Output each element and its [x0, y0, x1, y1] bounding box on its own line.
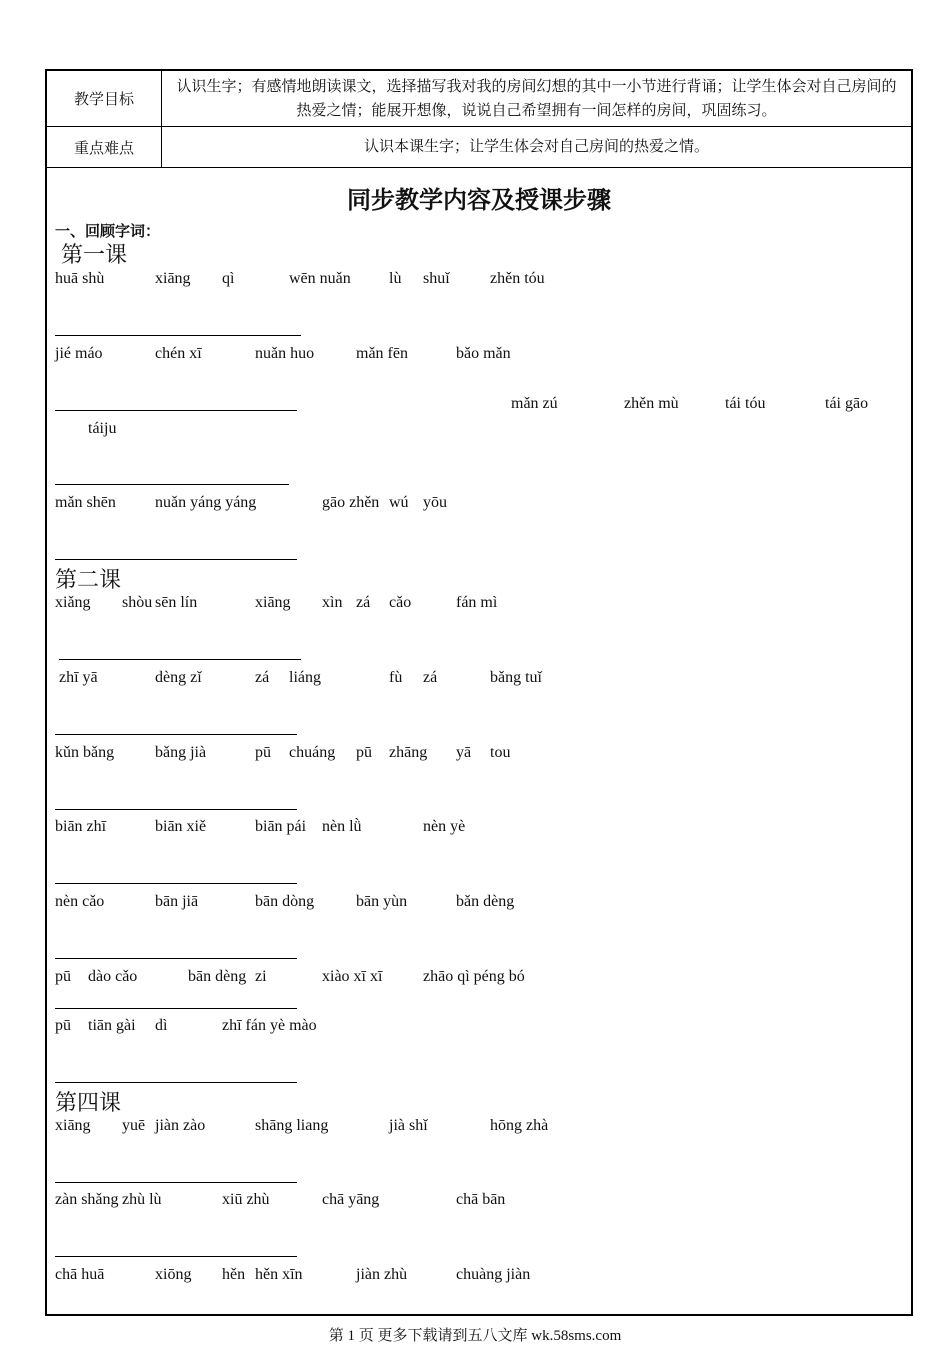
- pinyin-word: nuǎn yáng yáng: [155, 494, 257, 511]
- pinyin-word: lù: [389, 270, 402, 287]
- pinyin-word: bān yùn: [356, 893, 408, 910]
- answer-line: [55, 734, 297, 735]
- pinyin-word: bān jiā: [155, 893, 199, 910]
- pinyin-word: yōu: [423, 494, 447, 511]
- pinyin-word: fù: [389, 669, 403, 686]
- lesson-heading: 第一课: [61, 242, 128, 267]
- pinyin-word: pū: [55, 1017, 71, 1034]
- pinyin-word: bān dòng: [255, 893, 315, 910]
- key-row: [47, 127, 911, 168]
- pinyin-word: nèn cǎo: [55, 893, 105, 910]
- pinyin-word: bǎn dèng: [456, 893, 515, 910]
- pinyin-word: sēn lín: [155, 594, 198, 611]
- pinyin-word: xiāng: [155, 270, 191, 287]
- pinyin-word: qì: [222, 270, 235, 287]
- pinyin-word: jiàn zhù: [356, 1266, 408, 1283]
- pinyin-word: hōng zhà: [490, 1117, 549, 1134]
- answer-line: [55, 958, 297, 959]
- pinyin-word: pū: [356, 744, 372, 761]
- pinyin-word: xiào xī xī: [322, 968, 383, 985]
- pinyin-word: zhù lù: [122, 1191, 162, 1208]
- pinyin-word: nèn lǜ: [322, 818, 362, 835]
- pinyin-word: xiǎng: [55, 594, 91, 611]
- pinyin-word: chā yāng: [322, 1191, 380, 1208]
- pinyin-word: chén xī: [155, 345, 202, 362]
- pinyin-word: zhī yā: [59, 669, 98, 686]
- pinyin-word: dì: [155, 1017, 168, 1034]
- pinyin-word: zi: [255, 968, 267, 985]
- pinyin-word: chuáng: [289, 744, 336, 761]
- pinyin-word: táiju: [88, 420, 117, 437]
- goal-text: 认识生字；有感情地朗读课文，选择描写我对我的房间幻想的其中一小节进行背诵；让学生体会对自己房间的热爱之情；能展开想像，说说自己希望拥有一间怎样的房间，巩固练习。: [176, 79, 897, 119]
- pinyin-word: shòu: [122, 594, 153, 611]
- pinyin-word: hěn xīn: [255, 1266, 303, 1283]
- pinyin-word: xiōng: [155, 1266, 192, 1283]
- pinyin-word: jià shǐ: [389, 1117, 428, 1134]
- pinyin-word: xiāng: [255, 594, 291, 611]
- pinyin-word: chā huā: [55, 1266, 105, 1283]
- answer-line: [55, 1182, 297, 1183]
- pinyin-word: zhāo qì péng bó: [423, 968, 525, 985]
- answer-line: [55, 410, 297, 411]
- section-heading: 一、回顾字词：: [55, 224, 161, 240]
- pinyin-word: biān pái: [255, 818, 307, 835]
- page-footer: 第 1 页 更多下载请到五八文库 wk.58sms.com: [328, 1328, 622, 1344]
- pinyin-word: zhěn tóu: [490, 270, 545, 287]
- answer-line: [55, 484, 289, 485]
- pinyin-word: cǎo: [389, 594, 412, 611]
- lesson-plan-table: [45, 69, 913, 1316]
- pinyin-word: wēn nuǎn: [289, 270, 351, 287]
- pinyin-word: zhī fán yè mào: [222, 1017, 317, 1034]
- answer-line: [55, 559, 297, 560]
- content-area: [47, 168, 911, 1314]
- answer-line: [55, 809, 297, 810]
- pinyin-word: tái tóu: [725, 395, 766, 412]
- answer-line: [55, 1256, 297, 1257]
- content-title: 同步教学内容及授课步骤: [347, 188, 611, 214]
- pinyin-word: pū: [55, 968, 71, 985]
- pinyin-word: tou: [490, 744, 511, 761]
- pinyin-word: pū: [255, 744, 271, 761]
- pinyin-word: chuàng jiàn: [456, 1266, 531, 1283]
- pinyin-word: zá: [255, 669, 270, 686]
- pinyin-word: bān dèng: [188, 968, 247, 985]
- pinyin-word: shuǐ: [423, 270, 450, 287]
- pinyin-word: liáng: [289, 669, 321, 686]
- pinyin-word: zá: [356, 594, 371, 611]
- pinyin-word: zá: [423, 669, 438, 686]
- lesson-heading: 第四课: [55, 1090, 122, 1115]
- pinyin-word: hěn: [222, 1266, 246, 1283]
- answer-line: [55, 1008, 297, 1009]
- goal-row: [47, 71, 911, 127]
- key-text: 认识本课生字；让学生体会对自己房间的热爱之情。: [363, 139, 709, 155]
- lesson-heading: 第二课: [55, 567, 122, 592]
- pinyin-word: bǎng tuǐ: [490, 669, 542, 686]
- pinyin-word: bǎng jià: [155, 744, 207, 761]
- pinyin-word: wú: [389, 494, 409, 511]
- pinyin-word: bǎo mǎn: [456, 345, 511, 362]
- pinyin-word: xìn: [322, 594, 343, 611]
- pinyin-word: zàn shǎng: [55, 1191, 119, 1208]
- pinyin-word: kǔn bǎng: [55, 744, 115, 761]
- pinyin-word: jiàn zào: [155, 1117, 206, 1134]
- pinyin-word: chā bān: [456, 1191, 506, 1208]
- pinyin-word: xiū zhù: [222, 1191, 270, 1208]
- pinyin-word: jié máo: [55, 345, 103, 362]
- answer-line: [55, 1082, 297, 1083]
- pinyin-word: biān xiě: [155, 818, 207, 835]
- pinyin-word: nuǎn huo: [255, 345, 315, 362]
- pinyin-word: zhěn mù: [624, 395, 679, 412]
- answer-line: [55, 883, 297, 884]
- pinyin-word: tiān gài: [88, 1017, 136, 1034]
- pinyin-word: biān zhī: [55, 818, 107, 835]
- answer-line: [55, 335, 301, 336]
- pinyin-word: huā shù: [55, 270, 105, 287]
- goal-label: 教学目标: [47, 71, 162, 126]
- pinyin-word: gāo zhěn: [322, 494, 380, 511]
- pinyin-word: xiāng: [55, 1117, 91, 1134]
- pinyin-word: nèn yè: [423, 818, 466, 835]
- pinyin-word: tái gāo: [825, 395, 869, 412]
- pinyin-word: zhāng: [389, 744, 428, 761]
- answer-line: [59, 659, 301, 660]
- pinyin-word: dèng zǐ: [155, 669, 202, 686]
- key-label: 重点难点: [47, 127, 162, 167]
- pinyin-word: shāng liang: [255, 1117, 329, 1134]
- pinyin-word: mǎn zú: [511, 395, 558, 412]
- pinyin-word: yuē: [122, 1117, 146, 1134]
- pinyin-word: dào cǎo: [88, 968, 138, 985]
- pinyin-word: fán mì: [456, 594, 498, 611]
- pinyin-word: yā: [456, 744, 472, 761]
- pinyin-word: mǎn fēn: [356, 345, 408, 362]
- pinyin-word: mǎn shēn: [55, 494, 116, 511]
